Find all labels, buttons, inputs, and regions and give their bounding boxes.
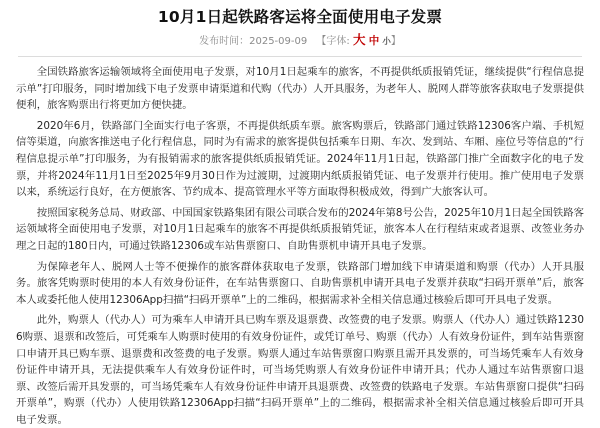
article-meta xyxy=(0,32,600,50)
font-size-label: 【字体: xyxy=(316,36,350,47)
paragraph: 此外，购票人（代办人）可为乘车人申请开具已购车票及退票费、改签费的电子发票。购票人（代办人）通过铁路12306购票、退票和改签后，可凭乘车人购票时使用的有效身份证件，或凭订单号、购票（代办）人有效身份证件，到车站售票窗口申请开具已购车票、退票费和改签费的电子发票。购票人通过车站售票窗口购票且需开具发票的，可当场凭乘车人有效身份证件申请开具，无法提供乘车人有效身份证件时，可当场凭购票人有效身份证件申请开具；代办人通过车站售票窗口退票、改签后需开具发票的，可当场凭乘车人有效身份证件申请开具退票费、改签费的铁路电子发票。车站售票窗口提供“扫码开票单”，购票（代办）人使用铁路12306App扫描“扫码开票单”上的二维码，根据需求补全相关信息通过核验后即可开具电子发票。 xyxy=(16,314,584,426)
paragraph: 2020年6月，铁路部门全面实行电子客票，不再提供纸质车票。旅客购票后，铁路部门通过铁路12306客户端、手机短信等渠道，向旅客推送电子化行程信息，同时为有需求的旅客提供包括乘车日期、车次、发到站、车厢、座位号等信息的“行程信息提示单”打印服务，为有报销需求的旅客提供纸质报销凭证。2024年11月1日起，铁路部门推广全面数字化的电子发票，并将2024年11月1日至2025年9月30日作为过渡期，过渡期内纸质报销凭证、电子发票并行使用。推广使用电子发票以来，系统运行良好，在方便旅客、节约成本、提高管理水平等方面取得积极成效，得到广大旅客认可。 xyxy=(16,119,584,199)
published-label: 发布时间： xyxy=(199,36,250,47)
font-size-close: 】 xyxy=(390,36,401,47)
published-date: 2025-09-09 xyxy=(249,36,308,47)
paragraph: 为保障老年人、脱网人士等不便操作的旅客群体获取电子发票，铁路部门增加线下申请渠道和购票（代办）人开具服务。旅客凭购票时使用的本人有效身份证件，在车站售票窗口、自助售票机申请开具电子发票并获取“扫码开票单”后，旅客本人或委托他人使用12306App扫描“扫码开票单”上的二维码，根据需求补全相关信息通过核验后即可开具电子发票。 xyxy=(16,260,584,306)
font-size-small-button[interactable]: 小 xyxy=(382,37,391,47)
font-size-medium-button[interactable]: 中 xyxy=(368,35,380,47)
article-body xyxy=(16,57,584,428)
article-title: 10月1日起铁路客运将全面使用电子发票 xyxy=(157,8,443,26)
paragraph: 全国铁路旅客运输领域将全面使用电子发票，对10月1日起乘车的旅客，不再提供纸质报销凭证，继续提供“行程信息提示单”打印服务，同时增加线下电子发票申请渠道和代购（代办）人开具服务，为老年人、脱网人群等旅客获取电子发票提供便利，旅客购票出行将更加方便快捷。 xyxy=(16,66,584,112)
paragraph: 按照国家税务总局、财政部、中国国家铁路集团有限公司联合发布的2024年第8号公告，2025年10月1日起全国铁路客运领域将全面使用电子发票，对10月1日起乘车的旅客不再提供纸质报销凭证，旅客本人在行程结束或者退票、改签业务办理之日起的180日内，可通过铁路12306或车站售票窗口、自助售票机申请开具电子发票。 xyxy=(16,206,584,252)
font-size-large-button[interactable]: 大 xyxy=(352,32,366,47)
